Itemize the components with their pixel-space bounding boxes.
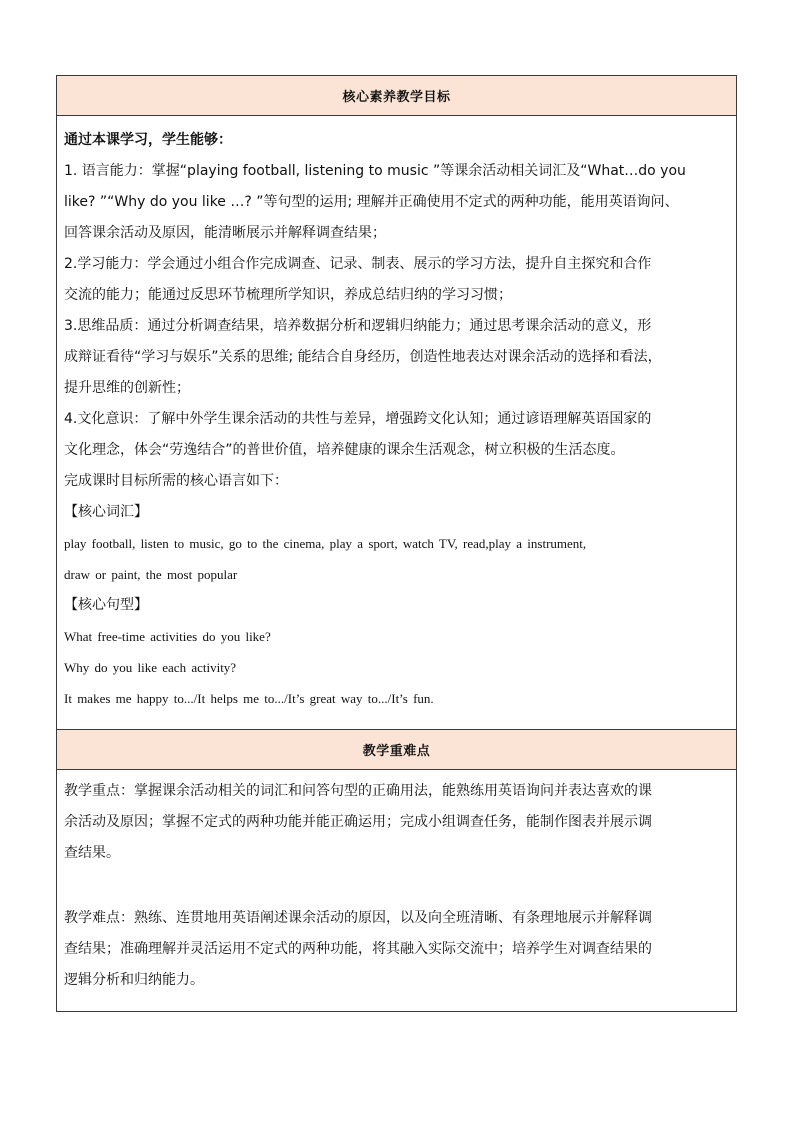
key-points-header [57,730,736,770]
key-points-body [57,770,736,1011]
objective-line: 回答课余活动及原因，能清晰展示并解释调查结果； [64,225,386,241]
objective-line: 成辩证看待“学习与娱乐”关系的思维; 能结合自身经历，创造性地表达对课余活动的选择和看法， [64,349,662,365]
objectives-intro: 通过本课学习，学生能够： [64,132,232,148]
teaching-focus-line: 余活动及原因；掌握不定式的两种功能并能正确运用；完成小组调查任务，能制作图表并展示调 [64,814,652,830]
teaching-difficulty-line: 查结果；准确理解并灵活运用不定式的两种功能，将其融入实际交流中；培养学生对调查结果的 [64,941,652,957]
teaching-focus-line: 教学重点：掌握课余活动相关的词汇和问答句型的正确用法，能熟练用英语询问并表达喜欢的课 [64,783,652,799]
objective-line: 文化理念，体会“劳逸结合”的普世价值，培养健康的课余生活观念，树立积极的生活态度。 [64,442,625,458]
objectives-title: 核心素养教学目标 [342,90,451,105]
objective-line: 1. 语言能力：掌握“playing football, listening to music ”等课余活动相关词汇及“What…do you [64,163,686,179]
lesson-plan-table [56,75,737,1012]
teaching-focus-line: 查结果。 [64,845,120,861]
objectives-body [57,116,736,730]
objective-line: 4.文化意识：了解中外学生课余活动的共性与差异，增强跨文化认知；通过谚语理解英语国家的 [64,411,652,427]
core-vocabulary-heading: 【核心词汇】 [64,504,148,520]
teaching-difficulty-line: 逻辑分析和归纳能力。 [64,972,204,988]
core-sentence-line: Why do you like each activity? [64,660,237,675]
objective-line: like? ”“Why do you like …? ”等句型的运用; 理解并正确使用不定式的两种功能，能用英语询问、 [64,194,679,210]
objectives-header [57,76,736,116]
objective-line: 提升思维的创新性； [64,380,190,396]
core-vocabulary-line: draw or paint, the most popular [64,567,238,582]
paragraph-gap [64,869,729,903]
core-sentence-line: It makes me happy to.../It helps me to.../It’s great way to.../It’s fun. [64,691,434,706]
core-language-intro: 完成课时目标所需的核心语言如下： [64,473,288,489]
objective-line: 3.思维品质：通过分析调查结果，培养数据分析和逻辑归纳能力；通过思考课余活动的意义，形 [64,318,652,334]
objective-line: 2.学习能力：学会通过小组合作完成调查、记录、制表、展示的学习方法，提升自主探究和合作 [64,256,652,272]
core-sentences-heading: 【核心句型】 [64,597,148,613]
core-sentence-line: What free-time activities do you like? [64,629,271,644]
key-points-title: 教学重难点 [362,744,431,759]
teaching-difficulty-line: 教学难点：熟练、连贯地用英语阐述课余活动的原因，以及向全班清晰、有条理地展示并解释调 [64,910,652,926]
core-vocabulary-line: play football, listen to music, go to the cinema, play a sport, watch TV, read,play a instrument, [64,536,587,551]
objective-line: 交流的能力；能通过反思环节梳理所学知识，养成总结归纳的学习习惯； [64,287,512,303]
